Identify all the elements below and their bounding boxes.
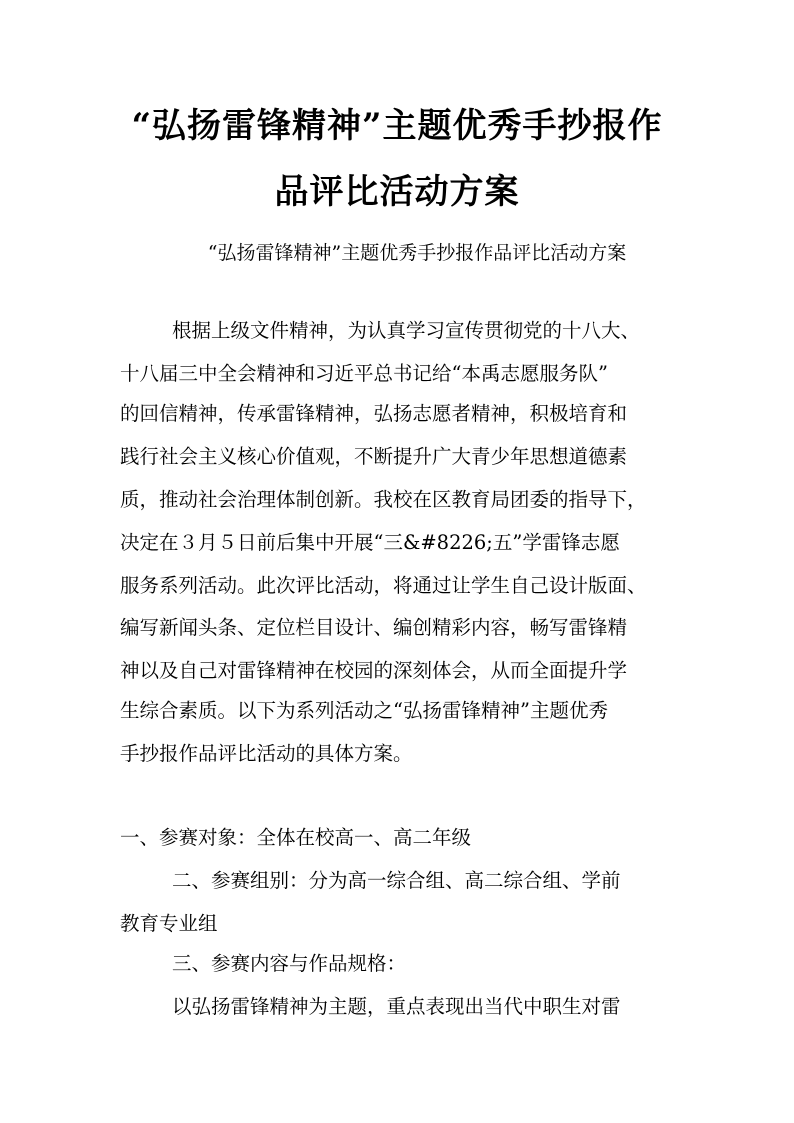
section-2-groups-line-2: 教育专业组 <box>120 912 218 935</box>
document-title-line-1: “弘扬雷锋精神”主题优秀手抄报作 <box>131 106 663 146</box>
intro-line-5: 质，推动社会治理体制创新。我校在区教育局团委的指导下， <box>120 488 647 511</box>
intro-line-4: 践行社会主义核心价值观，不断提升广大青少年思想道德素 <box>120 445 628 468</box>
intro-line-10: 生综合素质。以下为系列活动之“弘扬雷锋精神”主题优秀 <box>120 699 608 722</box>
intro-line-1: 根据上级文件精神，为认真学习宣传贯彻党的十八大、 <box>172 319 641 342</box>
document-subtitle: “弘扬雷锋精神”主题优秀手抄报作品评比活动方案 <box>207 242 627 264</box>
intro-line-7: 服务系列活动。此次评比活动，将通过让学生自己设计版面、 <box>120 574 647 597</box>
intro-line-8: 编写新闻头条、定位栏目设计、编创精彩内容，畅写雷锋精 <box>120 616 628 639</box>
section-2-groups-line-1: 二、参赛组别：分为高一综合组、高二综合组、学前 <box>172 869 621 892</box>
section-1-participants: 一、参赛对象：全体在校高一、高二年级 <box>120 826 472 849</box>
section-3-heading: 三、参赛内容与作品规格： <box>172 952 407 975</box>
document-title-line-2: 品评比活动方案 <box>274 172 520 212</box>
intro-line-11: 手抄报作品评比活动的具体方案。 <box>120 742 413 765</box>
intro-line-2: 十八届三中全会精神和习近平总书记给“本禹志愿服务队” <box>120 362 608 385</box>
intro-line-9: 神以及自己对雷锋精神在校园的深刻体会，从而全面提升学 <box>120 659 628 682</box>
intro-line-6: 决定在３月５日前后集中开展“三&#8226;五”学雷锋志愿 <box>120 531 620 554</box>
intro-line-3: 的回信精神，传承雷锋精神，弘扬志愿者精神，积极培育和 <box>120 402 628 425</box>
section-3-body-line-1: 以弘扬雷锋精神为主题，重点表现出当代中职生对雷 <box>172 995 621 1018</box>
